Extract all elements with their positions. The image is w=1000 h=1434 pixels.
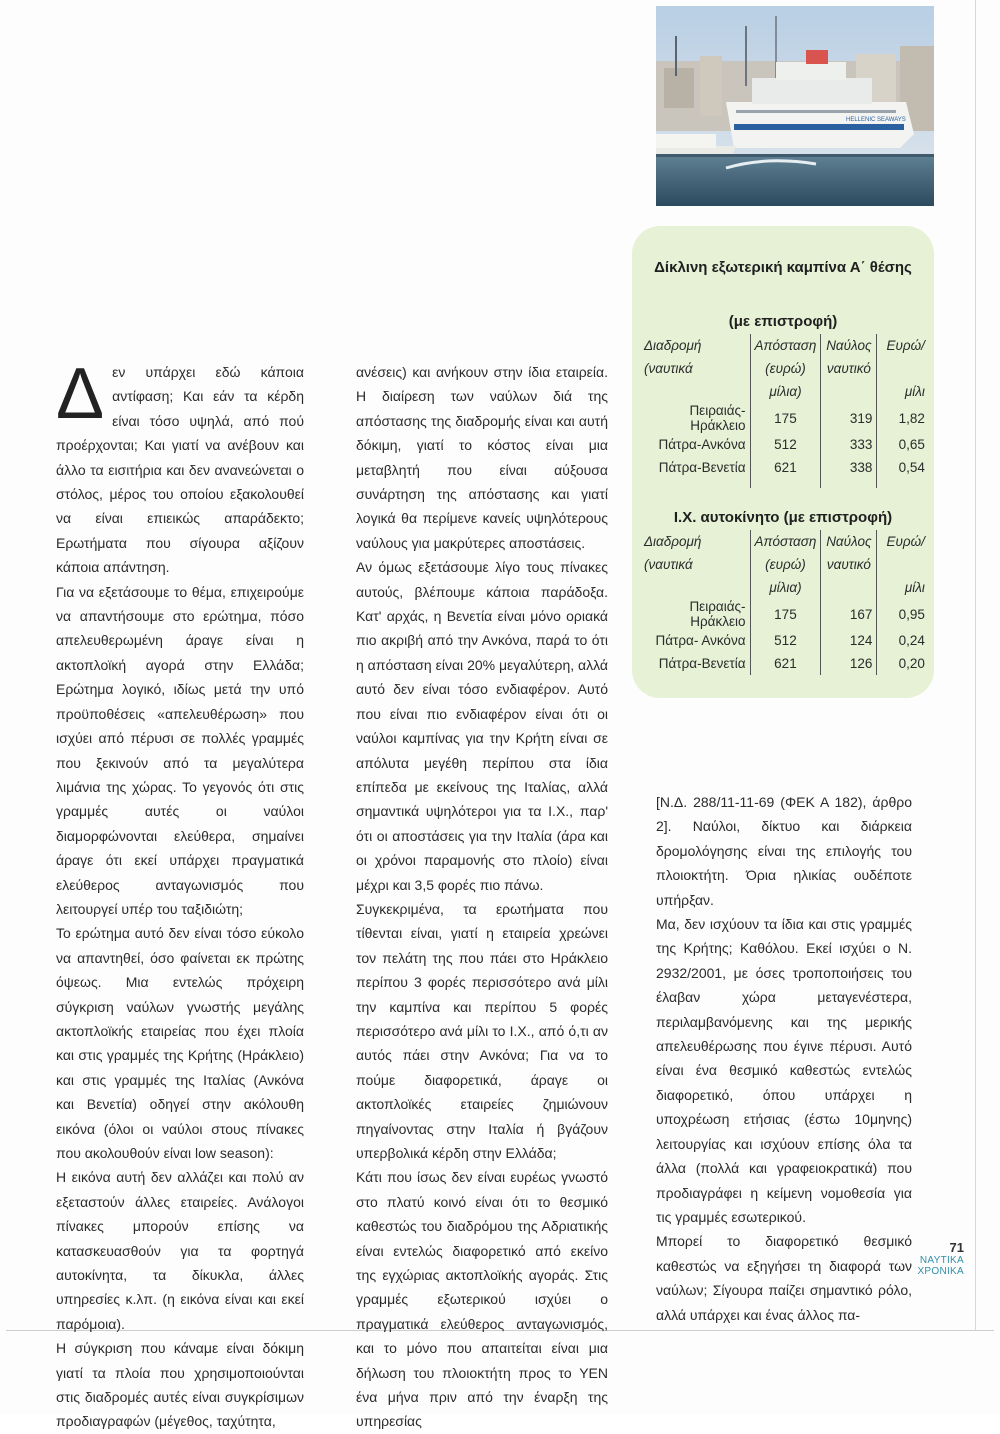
magazine-name-line2: ΧΡΟΝΙΚΑ (917, 1266, 964, 1277)
table-title: Δίκλινη εξωτερική καμπίνα Α΄ θέσης (654, 259, 912, 276)
table-row (640, 599, 929, 629)
table-row (640, 629, 929, 652)
drop-cap: Δ (56, 354, 105, 434)
header-fare-3 (821, 380, 877, 403)
magazine-name-line1: ΝΑΥΤΙΚΑ (919, 1255, 964, 1266)
header-rate: Ευρώ/ (886, 338, 925, 353)
header-route-3 (640, 380, 750, 403)
cell-distance: 512 (750, 629, 821, 652)
table-subtitle: (με επιστροφή) (728, 313, 838, 330)
header-fare-3 (821, 576, 877, 599)
header-route: Διαδρομή (644, 338, 702, 353)
header-route-3 (640, 576, 750, 599)
cell-route: Πάτρα-Βενετία (658, 460, 746, 475)
header-route-2: (ναυτικά (644, 361, 693, 376)
table-row (640, 433, 929, 456)
ferry-illustration (656, 6, 934, 206)
cell-fare: 319 (821, 403, 877, 433)
cell-route: Πειραιάς-Ηράκλειο (689, 403, 746, 433)
header-distance-2: (ευρώ) (750, 553, 821, 576)
harbour-ferry-photo (656, 6, 934, 206)
cell-rate: 0,24 (898, 633, 925, 648)
header-distance-3: μίλια) (750, 576, 821, 599)
cell-route: Πειραιάς-Ηράκλειο (689, 599, 746, 629)
header-rate-3: μίλι (904, 384, 925, 399)
cell-distance: 175 (750, 403, 821, 433)
paragraph: Η εικόνα αυτή δεν αλλάζει και πολύ αν εξεταστούν άλλες εταιρείες. Ανάλογοι πίνακες μπορούν επίσης να κατασκευασθούν για τα φορτηγά αυτοκίνητα, τα δίκυκλα, άλλες υπηρεσίες κ.λπ. (η εικόνα είναι και εκεί παρόμοια). (56, 1169, 304, 1332)
lead-paragraph (56, 354, 304, 580)
header-rate: Ευρώ/ (886, 534, 925, 549)
article-column-1 (56, 354, 304, 1434)
table-row (640, 403, 929, 433)
header-rate-3: μίλι (904, 580, 925, 595)
paragraph: [Ν.Δ. 288/11-11-69 (ΦΕΚ Α 182), άρθρο 2]. Ναύλοι, δίκτυο και διάρκεια δρομολόγησης είναι της επιλογής του πλοιοκτήτη. Όρια ηλικίας ουδέποτε υπήρξαν. (656, 794, 912, 908)
paragraph: Για να εξετάσουμε το θέμα, επιχειρούμε να απαντήσουμε στο ερώτημα, πόσο απελευθερωμένη άραγε είναι η ακτοπλοϊκή αγορά στην Ελλάδα; Ερώτημα λογικό, ιδίως μετά την υπό προϋποθέσεις «απελευθέρωση» που ισχύει από πέρυσι σε πολλές γραμμές που ξεκινούν από τα μεγαλύτερα λιμάνια της χώρας. Το γεγονός ότι στις γραμμές αυτές οι ναύλοι διαμορφώνονται ελεύθερα, σημαίνει άραγε ότι εκεί υπάρχει πραγματικά ελεύθερος ανταγωνισμός που λειτουργεί υπέρ του ταξιδιώτη; (56, 583, 304, 917)
header-distance-3: μίλια) (750, 380, 821, 403)
paragraph: Αν όμως εξετάσουμε λίγο τους πίνακες αυτούς, βλέπουμε κάποια παράδοξα. Κατ' αρχάς, η Βενετία είναι μόνο οριακά πιο ακριβή από την Ανκόνα, παρά το ότι η απόσταση είναι 20% μεγαλύτερη, αλλά αυτό δεν είναι τόσο ενδιαφέρον. Αυτό που είναι πιο ενδιαφέρον είναι ότι οι ναύλοι καμπίνας για την Κρήτη είναι σε απόλυτα μεγέθη περίπου στα ίδια επίπεδα με εκείνους της Ιταλίας, αλλά σημαντικά υψηλότεροι για τα Ι.Χ., παρ' ότι οι αποστάσεις για την Ιταλία (άρα και οι χρόνοι παραμονής στο πλοίο) είναι μέχρι και 3,5 φορές πιο πάνω. (356, 559, 608, 893)
header-fare: Ναύλος (821, 530, 877, 553)
paragraph: Συγκεκριμένα, τα ερωτήματα που τίθενται είναι, γιατί η εταιρεία χρεώνει τον πελάτη της που πάει στο Ηράκλειο περίπου 3 φορές περισσότερο ανά μίλι την καμπίνα και περίπου 5 φορές περισσότερο ανά μίλι το Ι.Χ., από ό,τι αν αυτός πάει στην Ανκόνα; Για να το πούμε διαφορετικά, άραγε οι ακτοπλοϊκές εταιρείες ζημιώνουν πηγαίνοντας στην Ιταλία ή βγάζουν υπερβολικά κέρδη στην Ελλάδα; (356, 900, 608, 1161)
header-fare: Ναύλος (821, 334, 877, 357)
cell-fare: 338 (821, 456, 877, 479)
cell-fare: 333 (821, 433, 877, 456)
cell-route: Πάτρα-Ανκόνα (658, 437, 746, 452)
header-fare-2: ναυτικό (821, 553, 877, 576)
header-rate-2 (877, 357, 929, 380)
page-number: 71 (949, 1240, 964, 1255)
header-distance-2: (ευρώ) (750, 357, 821, 380)
cell-distance: 621 (750, 456, 821, 479)
cell-rate: 1,82 (898, 410, 925, 426)
page-right-edge (975, 0, 976, 1330)
cell-fare: 126 (821, 652, 877, 675)
cabin-fares-table-box (632, 226, 934, 490)
page-footer (908, 1240, 964, 1277)
paragraph: ανέσεις) και ανήκουν στην ίδια εταιρεία. Η διαίρεση των ναύλων διά της απόστασης της διαδρομής είναι και αυτή δόκιμη, γιατί το κόστος είναι μια μεταβλητή που είναι αύξουσα συνάρτηση της απόστασης και γιατί λογικά θα περίμενε κανείς υψηλότερους ναύλους για μακρύτερες αποστάσεις. (356, 364, 608, 551)
cell-rate: 0,95 (898, 606, 925, 622)
article-column-2 (356, 360, 608, 1434)
table-title: Ι.Χ. αυτοκίνητο (με επιστροφή) (673, 509, 893, 526)
car-fares-table (640, 530, 929, 675)
cell-fare: 124 (821, 629, 877, 652)
cell-route: Πάτρα- Ανκόνα (655, 633, 746, 648)
paragraph: εν υπάρχει εδώ κάποια αντίφαση; Και εάν τα κέρδη είναι τόσο υψηλά, από πού προέρχονται; Και γιατί να ανέβουν και άλλο τα εισιτήρια και δεν ανανεώνεται ο στόλος, μέρος του οποίου εξακολουθεί να είναι επιεικώς απαράδεκτο; Ερωτήματα που σίγουρα αξίζουν κάποια απάντηση. (56, 364, 304, 576)
cell-distance: 512 (750, 433, 821, 456)
table-row (640, 456, 929, 479)
table-row (640, 652, 929, 675)
ship-hull-label: HELLENIC SEAWAYS (846, 117, 906, 123)
cell-fare: 167 (821, 599, 877, 629)
cell-rate: 0,54 (898, 460, 925, 475)
car-fares-table-box (632, 488, 934, 698)
paragraph: Μα, δεν ισχύουν τα ίδια και στις γραμμές της Κρήτης; Καθόλου. Εκεί ισχύει ο Ν. 2932/2001, με όσες τροποποιήσεις του έλαβαν χώρα μεταγενέστερα, περιλαμβανόμενης και της μερικής απελευθέρωσης που έγινε πέρυσι. Αυτό είναι ένα θεσμικό καθεστώς εντελώς διαφορετικό, όπου υπάρχει η υποχρέωση ετήσιας (έστω 10μηνης) λειτουργίας και ισχύουν επίσης όλα τα άλλα (πολλά και γραφειοκρατικά) που προδιαγράφει η κείμενη νομοθεσία για τις γραμμές εσωτερικού. (656, 916, 912, 1225)
header-route-2: (ναυτικά (644, 557, 693, 572)
article-column-3 (656, 790, 912, 1327)
header-fare-2: ναυτικό (821, 357, 877, 380)
header-route: Διαδρομή (644, 534, 702, 549)
paragraph: Η σύγκριση που κάναμε είναι δόκιμη γιατί τα πλοία που χρησιμοποιούνται στις διαδρομές αυτές είναι συγκρίσιμων προδιαγραφών (μέγεθος, ταχύτητα, (56, 1340, 304, 1430)
cell-rate: 0,20 (898, 656, 925, 671)
paragraph: Το ερώτημα αυτό δεν είναι τόσο εύκολο να απαντηθεί, όσο φαίνεται εκ πρώτης όψεως. Μια εντελώς πρόχειρη σύγκριση ναύλων γνωστής μεγάλης ακτοπλοϊκής εταιρείας που έχει πλοία και στις γραμμές της Κρήτης (Ηράκλειο) και στις γραμμές της Ιταλίας (Ανκόνα και Βενετία) οδηγεί στην ακόλουθη εικόνα (όλοι οι ναύλοι στους πίνακες που ακολουθούν είναι low season): (56, 925, 304, 1161)
cell-rate: 0,65 (898, 437, 925, 452)
cabin-fares-table (640, 334, 929, 502)
header-distance: Απόσταση (750, 334, 821, 357)
cell-distance: 621 (750, 652, 821, 675)
cell-distance: 175 (750, 599, 821, 629)
header-rate-2 (877, 553, 929, 576)
paragraph: Κάτι που ίσως δεν είναι ευρέως γνωστό στο πλατύ κοινό είναι ότι το θεσμικό καθεστώς του διαδρόμου της Αδριατικής είναι εντελώς διαφορετικό από εκείνο της εγχώριας ακτοπλοϊκής αγοράς. Στις γραμμές εξωτερικού ισχύει ο πραγματικά ελεύθερος ανταγωνισμός, και το μόνο που απαιτείται είναι μια δήλωση του πλοιοκτήτη προς το ΥΕΝ ένα μήνα πριν από την έναρξη της υπηρεσίας (356, 1169, 608, 1430)
header-distance: Απόσταση (750, 530, 821, 553)
paragraph: Μπορεί το διαφορετικό θεσμικό καθεστώς να εξηγήσει τη διαφορά των ναύλων; Σίγουρα παίζει σημαντικό ρόλο, αλλά υπάρχει και ένας άλλος πα- (656, 1233, 912, 1323)
cell-route: Πάτρα-Βενετία (658, 656, 746, 671)
